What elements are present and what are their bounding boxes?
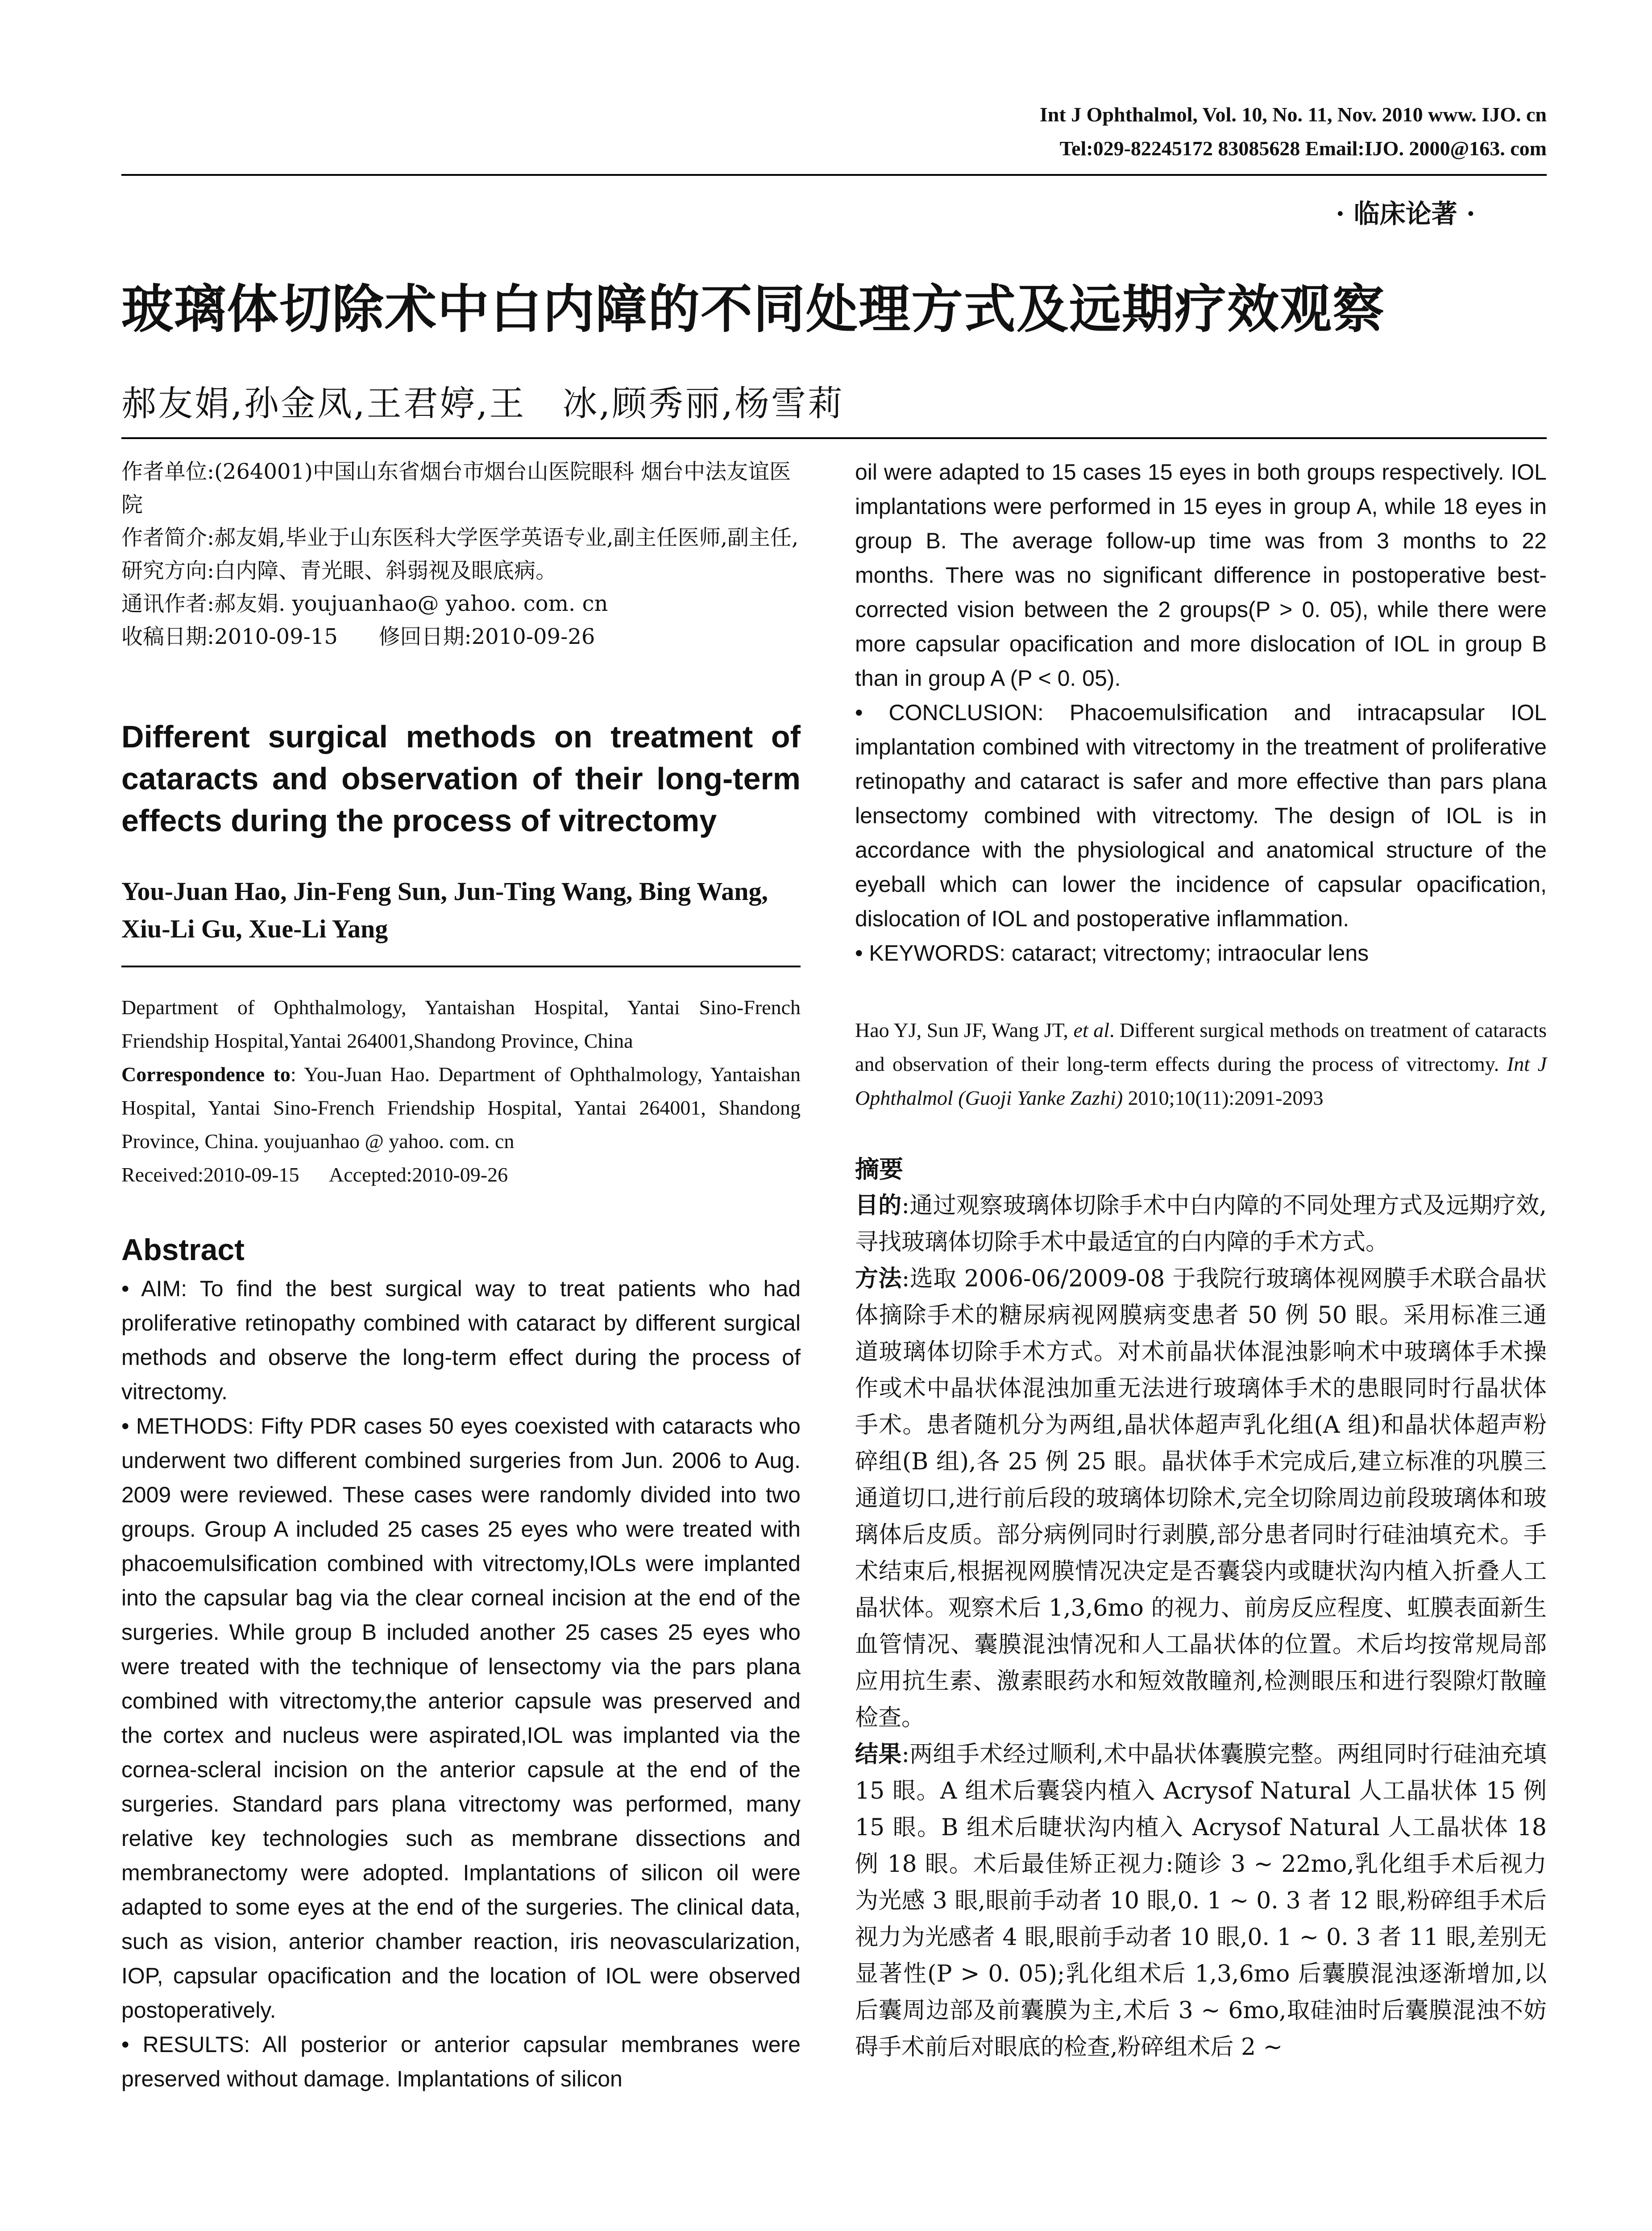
correspondence-text: : You-Juan Hao. Department of Ophthalmology, Yantaishan Hospital, Yantai Sino-French Friendship Hospital, Yantai 264001, Shandong Province, China. youjuanhao @ yahoo. com. cn [121, 1063, 801, 1153]
citation-journal: Int J Ophthalmol (Guoji Yanke Zazhi) [855, 1053, 1547, 1109]
contact-header-line: Tel:029-82245172 83085628 Email:IJO. 2000@163. com [1059, 137, 1547, 160]
abstract-keywords: • KEYWORDS: cataract; vitrectomy; intraocular lens [855, 941, 1369, 966]
abstract-results-start: • RESULTS: All posterior or anterior capsular membranes were preserved without damage. Implantations of silicon [121, 2032, 801, 2091]
affiliation-block [121, 991, 801, 1191]
zh-results-label: 结果 [855, 1741, 902, 1768]
citation-authors: Hao YJ, Sun JF, Wang JT, [855, 1019, 1074, 1041]
received-dates-en: Received:2010-09-15 Accepted:2010-09-26 [121, 1163, 508, 1186]
zh-aim-text: :通过观察玻璃体切除手术中白内障的不同处理方式及远期疗效,寻找玻璃体切除手术中最适宜的白内障的手术方式。 [855, 1192, 1547, 1256]
english-title: Different surgical methods on treatment of cataracts and observation of their long-term effects during the process of vitrectomy [121, 719, 801, 838]
left-column [121, 455, 801, 2096]
zh-methods-text: :选取 2006-06/2009-08 于我院行玻璃体视网膜手术联合晶状体摘除手术的糖尿病视网膜病变患者 50 例 50 眼。采用标准三通道玻璃体切除手术方式。对术前晶状体混浊影响术中玻璃体手术操作或术中晶状体混浊加重无法进行玻璃体手术的患眼同时行晶状体手术。患者随机分为两组,晶状体超声乳化组(A 组)和晶状体超声粉碎组(B 组),各 25 例 25 眼。晶状体手术完成后,建立标准的巩膜三通道切口,进行前后段的玻璃体切除术,完全切除周边前段玻璃体和玻璃体后皮质。部分病例同时行剥膜,部分患者同时行硅油填充术。手术结束后,根据视网膜情况决定是否囊袋内或睫状沟内植入折叠人工晶状体。观察术后 1,3,6mo 的视力、前房反应程度、虹膜表面新生血管情况、囊膜混浊情况和人工晶状体的位置。术后均按常规局部应用抗生素、激素眼药水和短效散瞳剂,检测眼压和进行裂隙灯散瞳检查。 [855, 1265, 1547, 1731]
authors-rule [121, 966, 801, 967]
zh-methods-label: 方法 [855, 1265, 902, 1292]
abstract-left [121, 1272, 801, 2096]
title-rule [121, 437, 1547, 439]
zh-methods [855, 1261, 1547, 1736]
authors-zh: 郝友娟,孙金凤,王君婷,王 冰,顾秀丽,杨雪莉 [121, 384, 844, 424]
zh-aim [855, 1187, 1547, 1261]
affiliation-dept: Department of Ophthalmology, Yantaishan Hospital, Yantai Sino-French Friendship Hospital,Yantai 264001,Shandong Province, China [121, 996, 801, 1052]
citation-etal: et al [1073, 1019, 1110, 1041]
abstract-heading: Abstract [121, 1233, 245, 1267]
page-title: 玻璃体切除术中白内障的不同处理方式及远期疗效观察 [121, 279, 1385, 340]
section-tag: · 临床论著 · [1336, 199, 1475, 229]
right-column [855, 455, 1547, 2065]
abstract-results-cont: oil were adapted to 15 cases 15 eyes in both groups respectively. IOL implantations were performed in 15 eyes in group A, while 18 eyes in group B. The average follow-up time was from 3 months to 22 months. There was no significant difference in postoperative best-corrected vision between the 2 groups(P > 0. 05), while there were more capsular opacification and more dislocation of IOL in group B than in group A (P < 0. 05). [855, 460, 1547, 691]
citation-title: . Different surgical methods on treatment of cataracts and observation of their long-term effects during the process of vitrectomy. [855, 1019, 1547, 1075]
correspondence [121, 1057, 801, 1158]
zh-results [855, 1736, 1547, 2065]
zh-results-text: :两组手术经过顺利,术中晶状体囊膜完整。两组同时行硅油充填 15 眼。A 组术后囊袋内植入 Acrysof Natural 人工晶状体 15 例 15 眼。B 组术后睫状沟内植入 Acrysof Natural 人工晶状体 18 例 18 眼。术后最佳矫正视力:随诊 3 ~ 22mo,乳化组手术后视力为光感 3 眼,眼前手动者 10 眼,0. 1 ~ 0. 3 者 12 眼,粉碎组手术后视力为光感者 4 眼,眼前手动者 10 眼,0. 1 ~ 0. 3 者 11 眼,差别无显著性(P > 0. 05);乳化组术后 1,3,6mo 后囊膜混浊逐渐增加,以后囊周边部及前囊膜为主,术后 3 ~ 6mo,取硅油时后囊膜混浊不妨碍手术前后对眼底的检查,粉碎组术后 2 ~ [855, 1741, 1547, 2061]
author-bio: 作者简介:郝友娟,毕业于山东医科大学医学英语专业,副主任医师,副主任,研究方向:白内障、青光眼、斜弱视及眼底病。 [121, 525, 799, 583]
zh-aim-label: 目的 [855, 1192, 902, 1219]
citation [855, 1013, 1547, 1115]
citation-volume: 2010;10(11):2091-2093 [1123, 1086, 1324, 1109]
abstract-methods: • METHODS: Fifty PDR cases 50 eyes coexisted with cataracts who underwent two different combined surgeries from Jun. 2006 to Aug. 2009 were reviewed. These cases were randomly divided into two groups. Group A included 25 cases 25 eyes who were treated with phacoemulsification combined with vitrectomy,IOLs were implanted into the capsular bag via the clear corneal incision at the end of the surgeries. While group B included another 25 cases 25 eyes who were treated with the technique of lensectomy via the pars plana combined with vitrectomy,the anterior capsule was preserved and the cortex and nucleus were aspirated,IOL was implanted via the cornea-scleral incision on the anterior capsule at the end of the surgeries. Standard pars plana vitrectomy was performed, many relative key technologies such as membrane dissections and membranectomy were adopted. Implantations of silicon oil were adapted to some eyes at the end of the surgeries. The clinical data, such as vision, anterior chamber reaction, iris neovascularization, IOP, capsular opacification and the location of IOL were observed postoperatively. [121, 1414, 801, 2023]
english-authors: You-Juan Hao, Jin-Feng Sun, Jun-Ting Wang, Bing Wang, Xiu-Li Gu, Xue-Li Yang [121, 877, 768, 943]
zh-abstract [855, 1187, 1547, 2065]
corresponding-author: 通讯作者:郝友娟. youjuanhao@ yahoo. com. cn [121, 591, 608, 616]
journal-header-line: Int J Ophthalmol, Vol. 10, No. 11, Nov. 2010 www. IJO. cn [1039, 103, 1547, 126]
abstract-aim: • AIM: To find the best surgical way to treat patients who had proliferative retinopathy combined with cataract by different surgical methods and observe the long-term effect during the process of vitrectomy. [121, 1276, 801, 1404]
abstract-conclusion: • CONCLUSION: Phacoemulsification and intracapsular IOL implantation combined with vitrectomy in the treatment of proliferative retinopathy and cataract is safer and more effective than pars plana lensectomy combined with vitrectomy. The design of IOL is in accordance with the physiological and anatomical structure of the eyeball which can lower the incidence of capsular opacification, dislocation of IOL and postoperative inflammation. [855, 700, 1547, 931]
header-rule [121, 174, 1547, 176]
received-dates-zh: 收稿日期:2010-09-15 修回日期:2010-09-26 [121, 624, 595, 649]
author-info [121, 455, 801, 653]
author-unit: 作者单位:(264001)中国山东省烟台市烟台山医院眼科 烟台中法友谊医院 [121, 459, 791, 517]
abstract-right [855, 455, 1547, 970]
correspondence-label: Correspondence to [121, 1063, 291, 1086]
zh-abstract-heading: 摘要 [855, 1155, 903, 1183]
